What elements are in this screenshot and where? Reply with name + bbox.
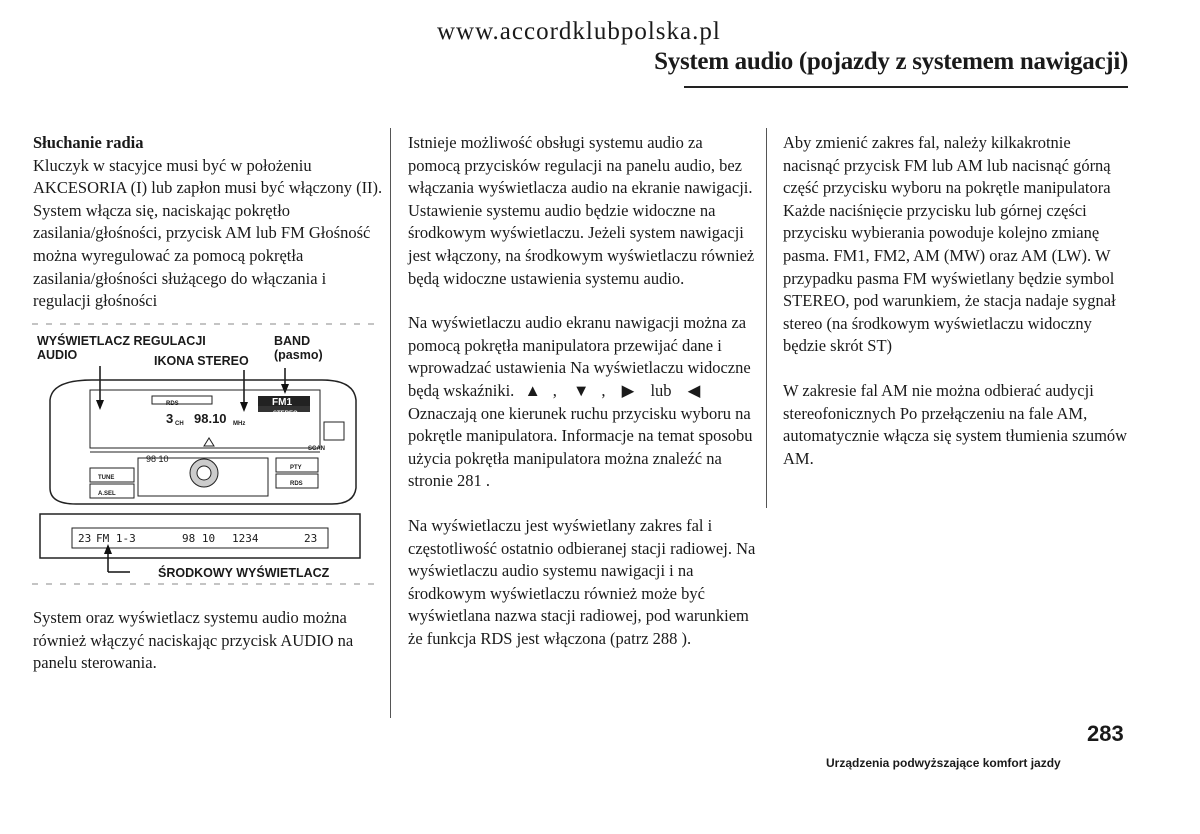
column-3	[783, 132, 1129, 470]
arrow-up-icon: ▲	[524, 380, 541, 400]
tune-button: TUNE	[98, 475, 115, 481]
frequency-unit: MHz	[233, 421, 246, 427]
channel-number: 3	[166, 411, 174, 426]
label-center-display: ŚRODKOWY WYŚWIETLACZ	[158, 566, 330, 580]
page-title: System audio (pojazdy z systemem nawigacji)	[654, 48, 1128, 75]
paragraph-controls: Istnieje możliwość obsługi systemu audio za pomocą przycisków regulacji na panelu audio, bez włączania wyświetlacza audio na ekranie nawigacji. Ustawienie systemu audio będzie widoczne na środkowym wyświetlaczu. Jeżeli system nawigacji jest włączony, na środkowym wyświetlaczu również będą widoczne ustawienia systemu audio.	[408, 133, 755, 288]
column-2	[408, 132, 758, 650]
center-display-frequency: 98 10	[182, 532, 216, 545]
audio-display-figure	[32, 318, 384, 590]
pty-button: PTY	[290, 465, 302, 471]
column-1	[33, 132, 383, 313]
indicators-explanation: Oznaczają one kierunek ruchu przycisku wyboru na pokrętle manipulatora. Informacje na temat sposobu użycia pokrętła manipulatora można znaleźć na stronie 281 .	[408, 403, 753, 491]
label-band: BAND (pasmo)	[274, 334, 323, 362]
separator: ,	[552, 380, 557, 400]
section-heading: Słuchanie radia	[33, 133, 144, 152]
title-rule	[684, 86, 1128, 88]
rds-button: RDS	[290, 481, 303, 487]
column-1-bottom	[33, 607, 383, 675]
separator: ,	[601, 380, 606, 400]
paragraph-rds: Na wyświetlaczu jest wyświetlany zakres fal i częstotliwość ostatnio odbieranej stacji radiowej. Na wyświetlaczu audio systemu nawigacji i na środkowym wyświetlaczu również może być wyświetlana nazwa stacji radiowej, pod warunkiem że funkcja RDS jest włączona (patrz 288 ).	[408, 515, 756, 648]
site-url: www.accordklubpolska.pl	[437, 18, 721, 45]
arrow-right-icon: ▶	[621, 380, 635, 400]
paragraph-band-change: Aby zmienić zakres fal, należy kilkakrotnie nacisnąć przycisk FM lub AM lub nacisnąć górną część przycisku wyboru na pokrętle manipulatora Każde naciśnięcie przycisku lub górnej części przycisku wybierania powoduje kolejno zmianę pasma. FM1, FM2, AM (MW) oraz AM (LW). W przypadku pasma FM wyświetlany będzie symbol STEREO, pod warunkiem, że stacja nadaje sygnał stereo (na środkowym wyświetlaczu widoczny będzie skrót ST)	[783, 133, 1116, 356]
page-number: 283	[1087, 721, 1124, 746]
frequency-readout: 98.10	[194, 411, 227, 426]
paragraph-radio-intro: Kluczyk w stacyjce musi być w położeniu AKCESORIA (I) lub zapłon musi być włączony (II). System włącza się, naciskając pokrętło zasilania/głośności, przycisk AM lub FM Głośność można wyregulować za pomocą pokrętła zasilania/głośności służącego do włączania i regulacji głośności	[33, 155, 383, 311]
rds-box-text: RDS	[166, 401, 179, 407]
arrow-down-icon: ▼	[573, 380, 590, 400]
center-display-left: 23	[78, 532, 92, 545]
center-display-right: 23	[304, 532, 318, 545]
column-divider-left	[390, 128, 391, 718]
asel-button: A.SEL	[98, 491, 116, 497]
paragraph-audio-button: System oraz wyświetlacz systemu audio można również włączyć naciskając przycisk AUDIO na panelu sterowania.	[33, 608, 354, 673]
center-display-band: FM 1-3	[96, 532, 136, 545]
paragraph-am-noise: W zakresie fal AM nie można odbierać audycji stereofonicznych Po przełączeniu na fale AM, automatycznie włącza się system tłumienia szumów AM.	[783, 380, 1128, 468]
band-box-text: FM1	[272, 397, 292, 408]
paragraph-indicators	[408, 312, 758, 493]
column-divider-right	[766, 128, 767, 508]
indicator-arrows	[518, 381, 706, 400]
indicators-text: Na wyświetlaczu audio ekranu nawigacji można za pomocą pokrętła manipulatora przewijać dane i wprowadzać ustawienia Na wyświetlaczu widoczne będą wskaźniki.	[408, 313, 751, 400]
scan-label: SCAN	[308, 446, 326, 452]
center-display-clock: 1234	[232, 532, 259, 545]
stereo-indicator: STEREO	[273, 411, 298, 417]
arrow-left-icon: ◀	[687, 380, 701, 400]
label-stereo: IKONA STEREO	[154, 354, 249, 368]
audio-panel-drawing	[32, 318, 384, 590]
footer-section: Urządzenia podwyższające komfort jazdy	[826, 756, 1061, 770]
label-display: WYŚWIETLACZ REGULACJI AUDIO	[37, 334, 206, 362]
or-word: lub	[650, 380, 672, 400]
preset-frequency: 98 10	[146, 454, 169, 464]
channel-unit: CH	[175, 421, 184, 427]
